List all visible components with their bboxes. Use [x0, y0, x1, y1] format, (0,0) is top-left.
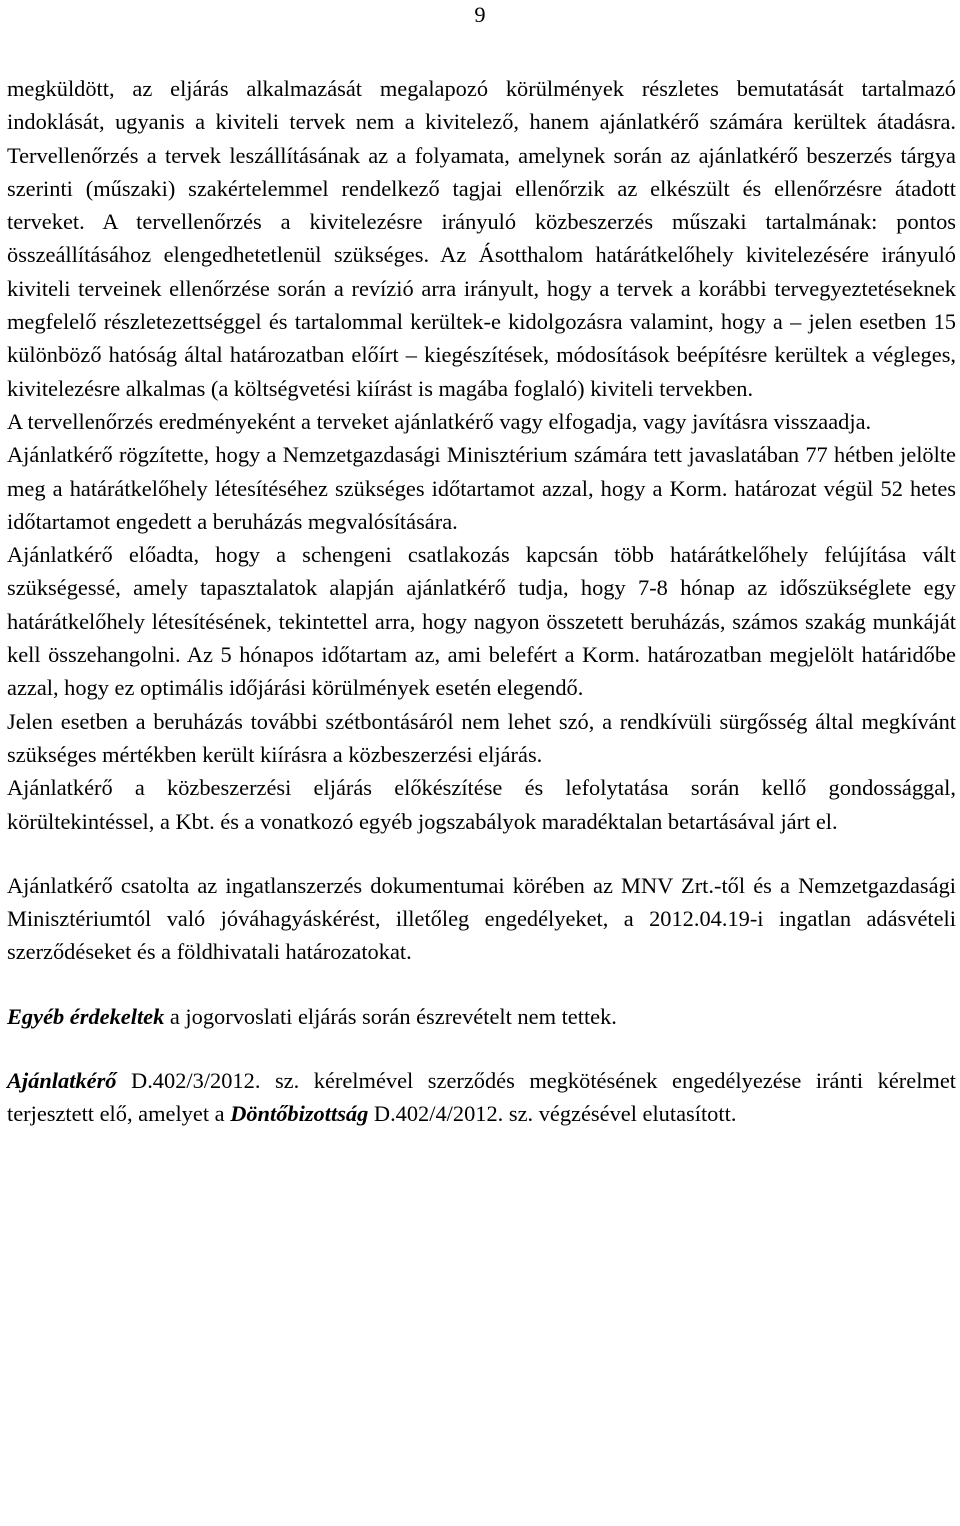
spacer — [7, 969, 956, 1000]
other-parties-label: Egyéb érdekeltek — [7, 1003, 165, 1029]
paragraph-1: megküldött, az eljárás alkalmazását megalapozó körülmények részletes bemutatását tartalmazó indoklását, ugyanis a kiviteli tervek nem a kivitelező, hanem ajánlatkérő számára kerültek átadásra. Tervellenőrzés a tervek leszállításának az a folyamata, amelynek során az ajánlatkérő beszerzés tárgya szerinti (műszaki) szakértelemmel rendelkező tagjai ellenőrzik az elkészült és ellenőrzésre átadott terveket. A tervellenőrzés a kivitelezésre irányuló közbeszerzés műszaki tartalmának: pontos összeállításához elengedhetetlenül szükséges. Az Ásotthalom határátkelőhely kivitelezésére irányuló kiviteli terveinek ellenőrzése során a revízió arra irányult, hogy a tervek a korábbi tervegyeztetéseknek megfelelő részletezettséggel és tartalommal kerültek-e kidolgozásra valamint, hogy a – jelen esetben 15 különböző hatóság által határozatban előírt – kiegészítések, módosítások beépítésre kerültek a végleges, kivitelezésre alkalmas (a költségvetési kiírást is magába foglaló) kiviteli tervekben. — [7, 76, 956, 401]
paragraph-2: A tervellenőrzés eredményeként a terveket ajánlatkérő vagy elfogadja, vagy javításra visszaadja. — [7, 408, 872, 434]
paragraph-7: Ajánlatkérő csatolta az ingatlanszerzés dokumentumai körében az MNV Zrt.-től és a Nemzetgazdasági Minisztériumtól való jóváhagyáskérést, illetőleg engedélyeket, a 2012.04.19-i ingatlan adásvételi szerződéseket és a földhivatali határozatokat. — [7, 872, 956, 965]
paragraph-5: Jelen esetben a beruházás további szétbontásáról nem lehet szó, a rendkívüli sürgősség által megkívánt szükséges mértékben került kiírásra a közbeszerzési eljárás. — [7, 708, 956, 767]
spacer — [7, 1033, 956, 1064]
paragraph-8 — [7, 1000, 956, 1033]
page-number: 9 — [474, 2, 486, 27]
paragraph-9 — [7, 1064, 956, 1131]
paragraph-6: Ajánlatkérő a közbeszerzési eljárás előkészítése és lefolytatása során kellő gondossággal, körültekintéssel, a Kbt. és a vonatkozó egyéb jogszabályok maradéktalan betartásával járt el. — [7, 775, 956, 834]
paragraph-8-text: a jogorvoslati eljárás során észrevételt nem tettek. — [164, 1003, 617, 1029]
paragraph-3: Ajánlatkérő rögzítette, hogy a Nemzetgazdasági Minisztérium számára tett javaslatában 77 hétben jelölte meg a határátkelőhely létesítéséhez szükséges időtartamot azzal, hogy a Korm. határozat végül 52 hetes időtartamot engedett a beruházás megvalósítására. — [7, 442, 956, 534]
paragraph-9-tail: D.402/4/2012. sz. végzésével elutasított. — [368, 1101, 737, 1127]
paragraph-4: Ajánlatkérő előadta, hogy a schengeni csatlakozás kapcsán több határátkelőhely felújítása vált szükségessé, amely tapasztalatok alapján ajánlatkérő tudja, hogy 7-8 hónap az időszükséglete egy határátkelőhely létesítésének, tekintettel arra, hogy nagyon összetett beruházás, számos szakág munkáját kell összehangolni. Az 5 hónapos időtartam az, ami belefért a Korm. határozatban megjelölt határidőbe azzal, hogy ez optimális időjárási körülmények esetén elegendő. — [7, 542, 956, 701]
contracting-authority-label: Ajánlatkérő — [7, 1068, 117, 1094]
spacer — [7, 838, 956, 869]
arbitration-board-label: Döntőbizottság — [230, 1101, 369, 1127]
paragraph-9-text: D.402/3/2012. sz. kérelmével szerződés megkötésének engedélyezése iránti kérelmet terjesztett elő, amelyet a — [7, 1068, 956, 1127]
document-body — [7, 72, 956, 1131]
